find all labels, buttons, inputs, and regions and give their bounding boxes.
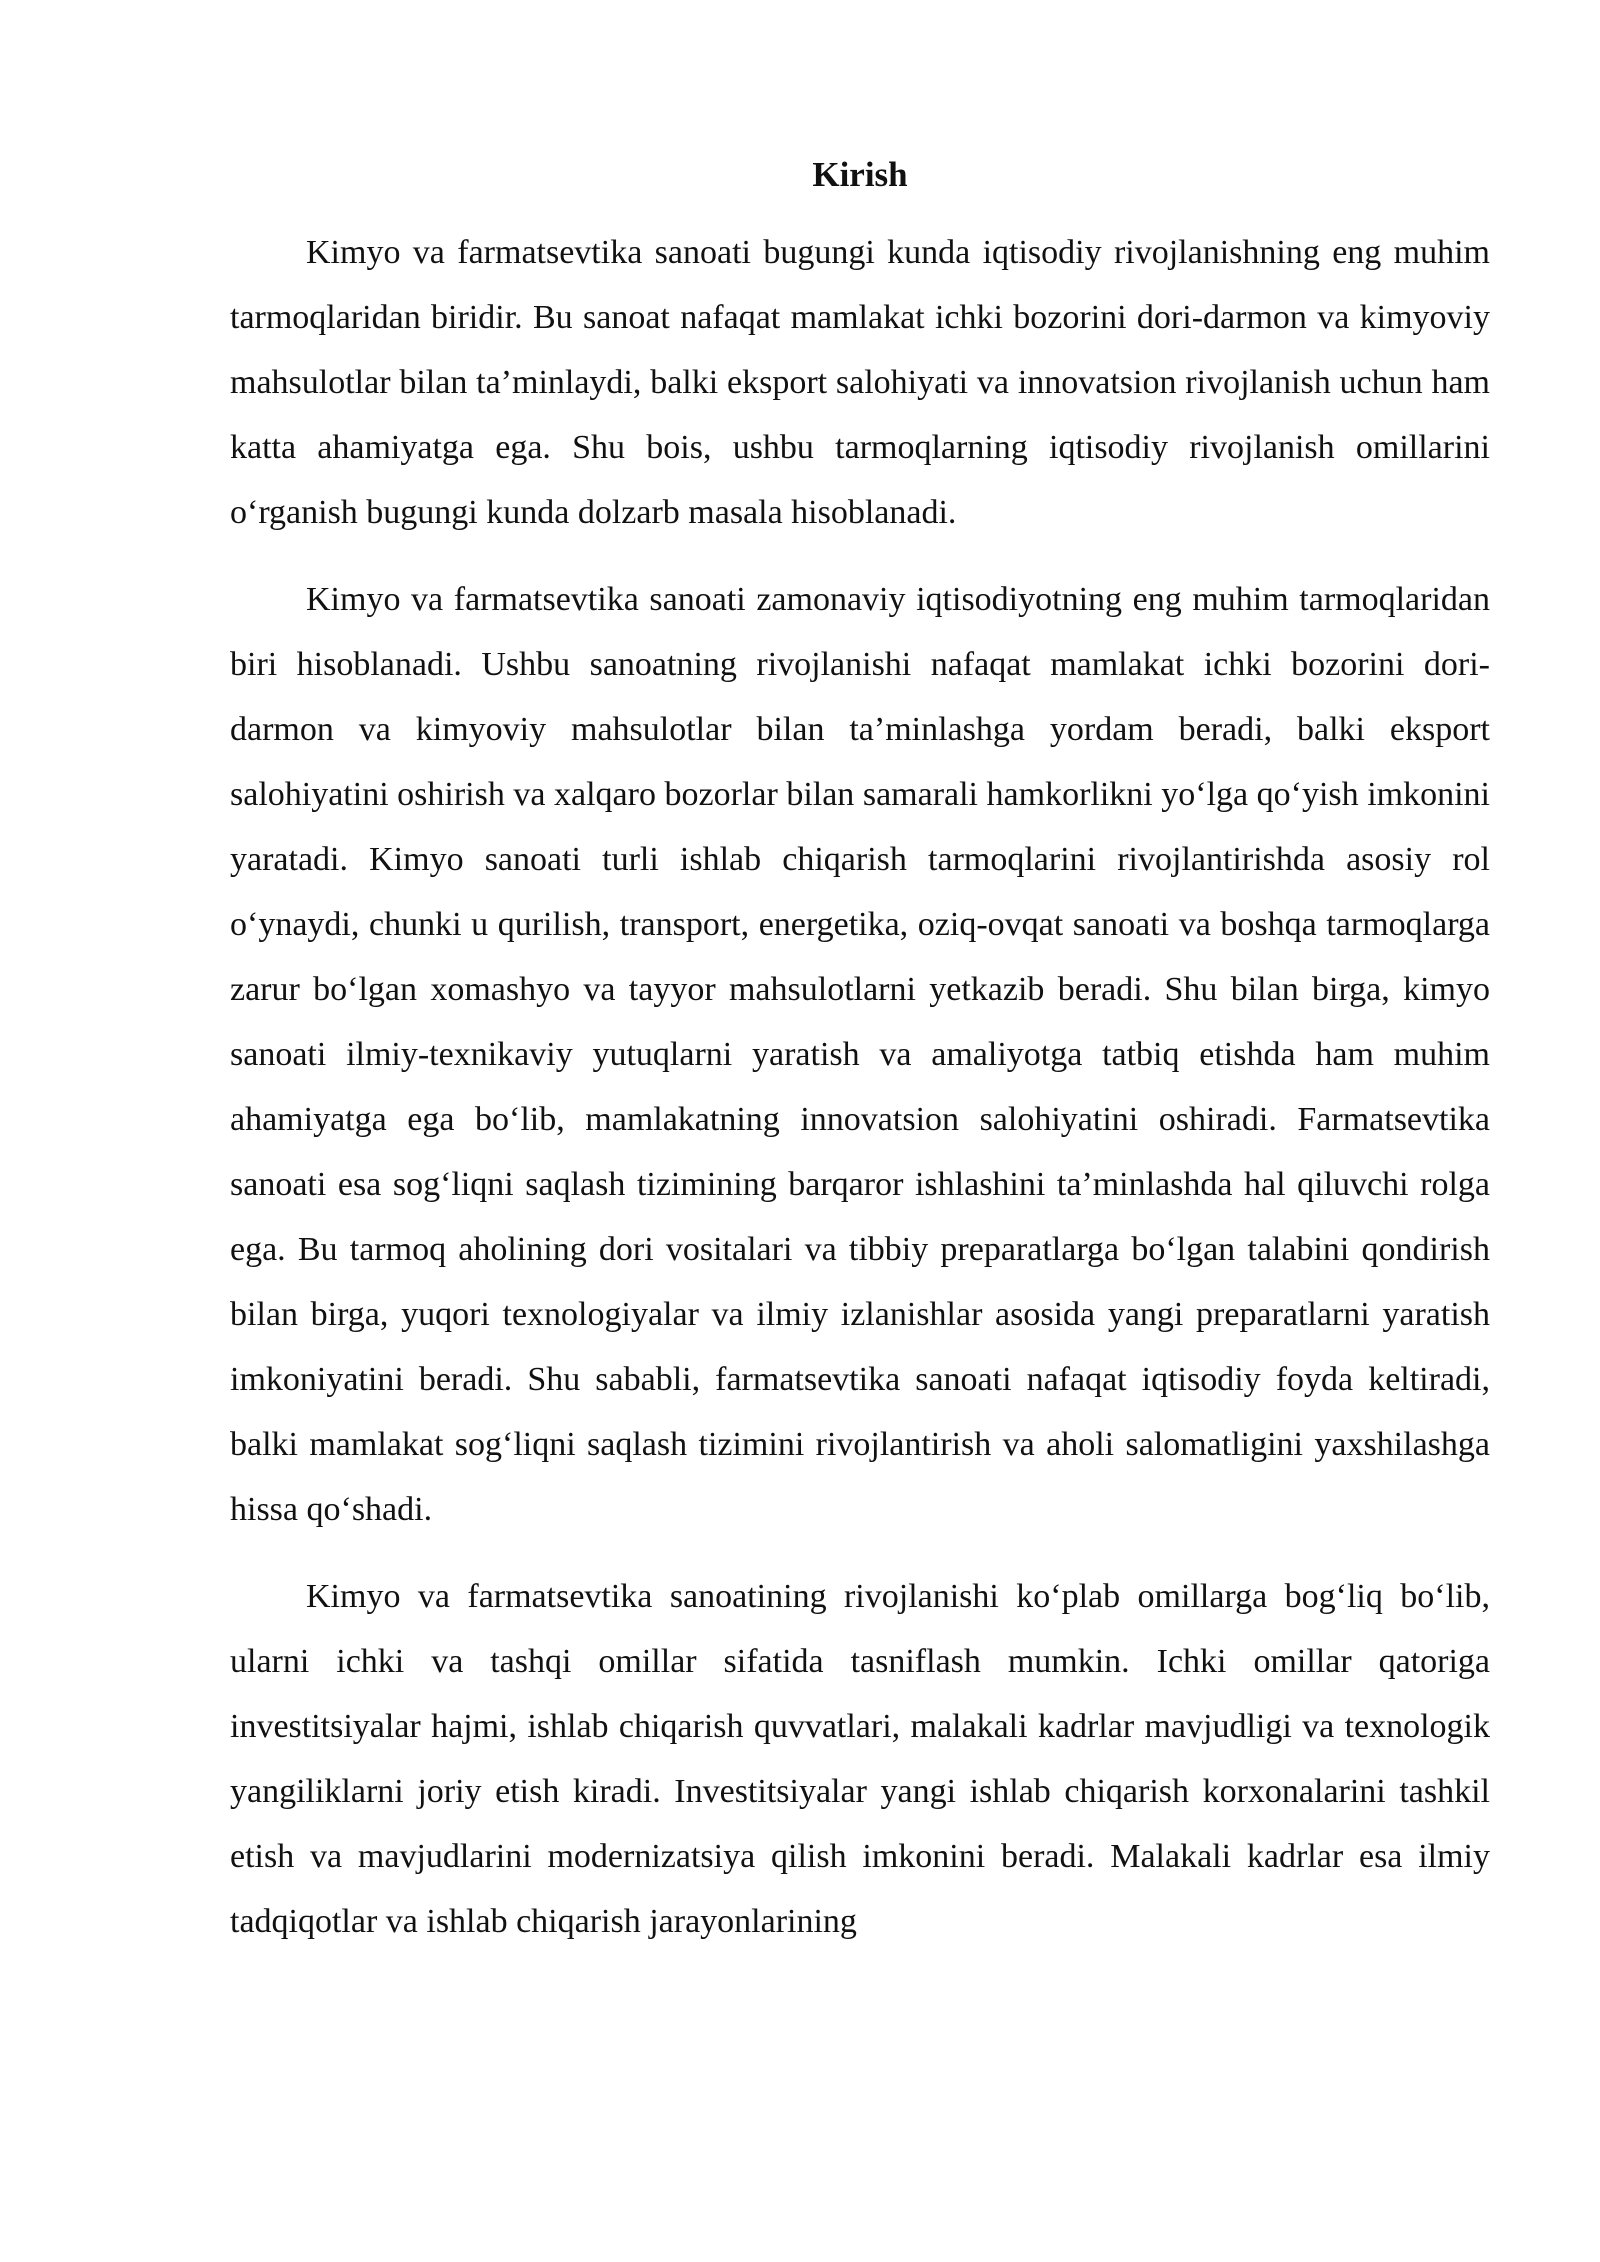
paragraph-3: Kimyo va farmatsevtika sanoatining rivojlanishi ko‘plab omillarga bog‘liq bo‘lib, ularni ichki va tashqi omillar sifatida tasniflash mumkin. Ichki omillar qatoriga investitsiyalar hajmi, ishlab chiqarish quvvatlari, malakali kadrlar mavjudligi va texnologik yangiliklarni joriy etish kiradi. Investitsiyalar yangi ishlab chiqarish korxonalarini tashkil etish va mavjudlarini modernizatsiya qilish imkonini beradi. Malakali kadrlar esa ilmiy tadqiqotlar va ishlab chiqarish jarayonlarining [230, 1578, 1490, 1940]
paragraph-1: Kimyo va farmatsevtika sanoati bugungi kunda iqtisodiy rivojlanishning eng muhim tarmoqlaridan biridir. Bu sanoat nafaqat mamlakat ichki bozorini dori-darmon va kimyoviy mahsulotlar bilan ta’minlaydi, balki eksport salohiyati va innovatsion rivojlanish uchun ham katta ahamiyatga ega. Shu bois, ushbu tarmoqlarning iqtisodiy rivojlanish omillarini o‘rganish bugungi kunda dolzarb masala hisoblanadi. [230, 234, 1490, 531]
document-title: Kirish [812, 155, 908, 194]
paragraph-2: Kimyo va farmatsevtika sanoati zamonaviy iqtisodiyotning eng muhim tarmoqlaridan biri hisoblanadi. Ushbu sanoatning rivojlanishi nafaqat mamlakat ichki bozorini dori-darmon va kimyoviy mahsulotlar bilan ta’minlashga yordam beradi, balki eksport salohiyatini oshirish va xalqaro bozorlar bilan samarali hamkorlikni yo‘lga qo‘yish imkonini yaratadi. Kimyo sanoati turli ishlab chiqarish tarmoqlarini rivojlantirishda asosiy rol o‘ynaydi, chunki u qurilish, transport, energetika, oziq-ovqat sanoati va boshqa tarmoqlarga zarur bo‘lgan xomashyo va tayyor mahsulotlarni yetkazib beradi. Shu bilan birga, kimyo sanoati ilmiy-texnikaviy yutuqlarni yaratish va amaliyotga tatbiq etishda ham muhim ahamiyatga ega bo‘lib, mamlakatning innovatsion salohiyatini oshiradi. Farmatsevtika sanoati esa sog‘liqni saqlash tizimining barqaror ishlashini ta’minlashda hal qiluvchi rolga ega. Bu tarmoq aholining dori vositalari va tibbiy preparatlarga bo‘lgan talabini qondirish bilan birga, yuqori texnologiyalar va ilmiy izlanishlar asosida yangi preparatlarni yaratish imkoniyatini beradi. Shu sababli, farmatsevtika sanoati nafaqat iqtisodiy foyda keltiradi, balki mamlakat sog‘liqni saqlash tizimini rivojlantirish va aholi salomatligini yaxshilashga hissa qo‘shadi. [230, 581, 1490, 1528]
document-page [230, 150, 1490, 1976]
